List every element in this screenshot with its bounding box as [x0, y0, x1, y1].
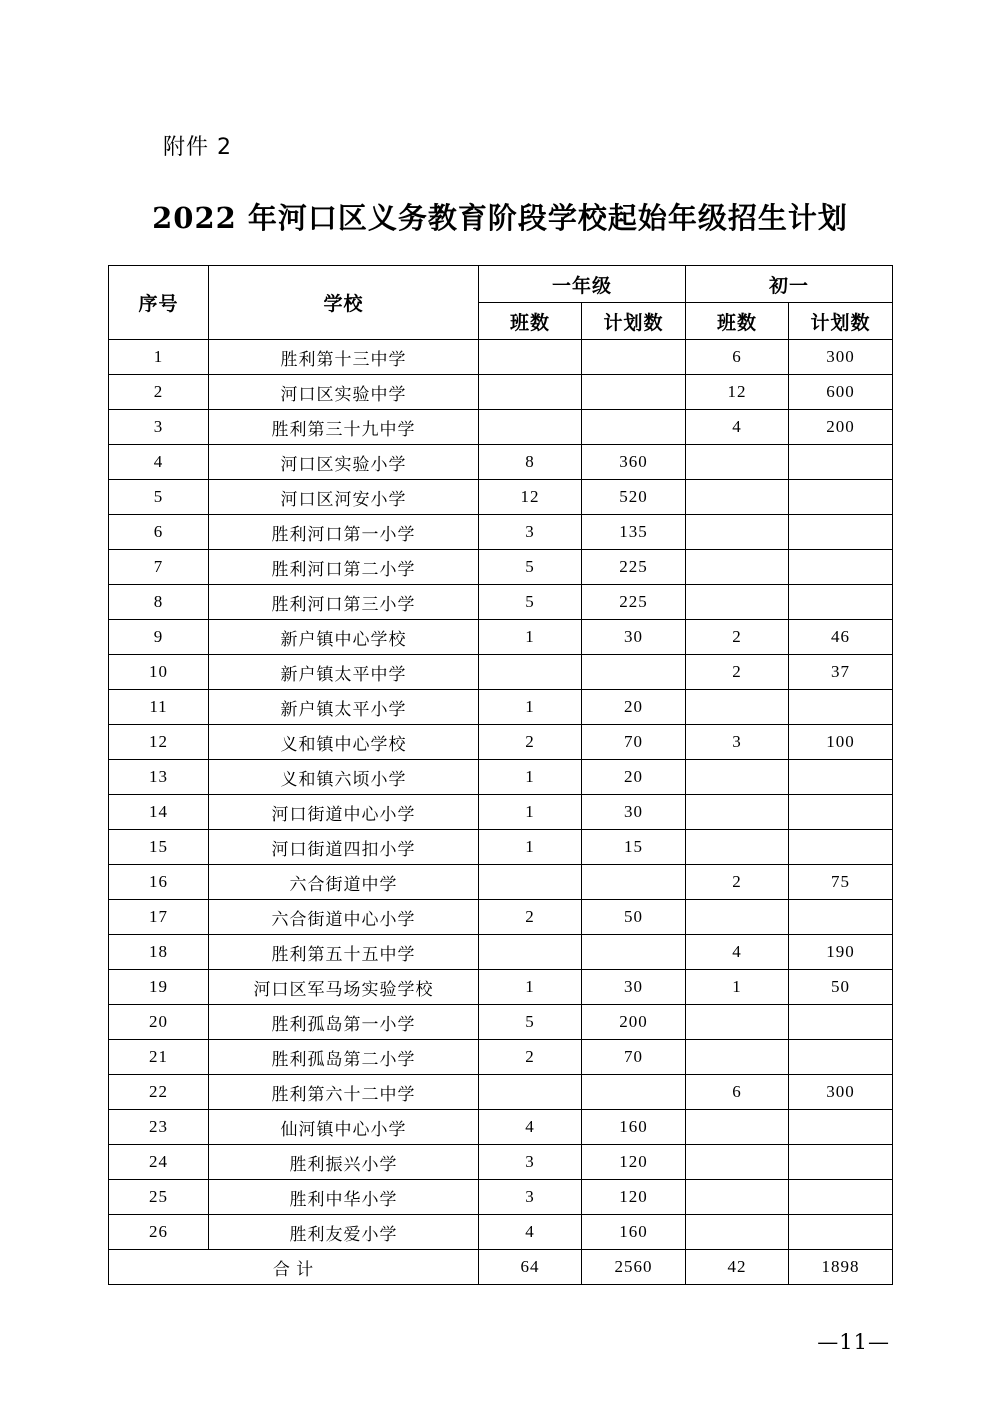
table-total-row [109, 1250, 893, 1285]
cell-grade1-classes: 4 [479, 1110, 582, 1145]
cell-school: 河口区军马场实验学校 [209, 970, 479, 1005]
cell-grade1-plan: 30 [582, 795, 686, 830]
cell-junior1-classes: 2 [686, 655, 789, 690]
cell-index: 23 [109, 1110, 209, 1145]
cell-junior1-classes [686, 1180, 789, 1215]
cell-index: 21 [109, 1040, 209, 1075]
cell-school: 胜利振兴小学 [209, 1145, 479, 1180]
table-row [109, 1040, 893, 1075]
cell-grade1-plan [582, 410, 686, 445]
table-row [109, 1145, 893, 1180]
cell-grade1-plan [582, 935, 686, 970]
enrollment-plan-table [108, 265, 893, 1285]
cell-junior1-classes [686, 900, 789, 935]
cell-grade1-plan: 20 [582, 760, 686, 795]
table-row [109, 550, 893, 585]
cell-junior1-plan [789, 515, 893, 550]
cell-junior1-plan [789, 1005, 893, 1040]
table-row [109, 760, 893, 795]
cell-junior1-plan [789, 795, 893, 830]
cell-school: 胜利第五十五中学 [209, 935, 479, 970]
cell-index: 6 [109, 515, 209, 550]
cell-grade1-plan: 360 [582, 445, 686, 480]
cell-grade1-plan: 200 [582, 1005, 686, 1040]
cell-grade1-classes: 12 [479, 480, 582, 515]
cell-junior1-plan: 300 [789, 1075, 893, 1110]
cell-junior1-classes [686, 760, 789, 795]
cell-junior1-classes: 6 [686, 340, 789, 375]
page-title: 2022 年河口区义务教育阶段学校起始年级招生计划 [152, 201, 848, 235]
table-row [109, 480, 893, 515]
table-row [109, 375, 893, 410]
cell-junior1-classes: 2 [686, 865, 789, 900]
cell-grade1-classes: 4 [479, 1215, 582, 1250]
table-row [109, 970, 893, 1005]
cell-grade1-classes: 2 [479, 1040, 582, 1075]
cell-grade1-classes [479, 1075, 582, 1110]
cell-school: 河口区实验中学 [209, 375, 479, 410]
cell-junior1-plan: 37 [789, 655, 893, 690]
cell-grade1-plan: 160 [582, 1215, 686, 1250]
page-number: —11— [817, 1330, 890, 1354]
cell-grade1-plan: 120 [582, 1145, 686, 1180]
table-row [109, 725, 893, 760]
table-row [109, 1110, 893, 1145]
cell-school: 胜利孤岛第一小学 [209, 1005, 479, 1040]
cell-school: 河口区河安小学 [209, 480, 479, 515]
cell-junior1-plan [789, 1040, 893, 1075]
cell-junior1-classes: 4 [686, 935, 789, 970]
table-row [109, 445, 893, 480]
cell-school: 胜利友爱小学 [209, 1215, 479, 1250]
header-junior1-classes: 班数 [686, 303, 789, 340]
cell-index: 16 [109, 865, 209, 900]
cell-grade1-classes: 2 [479, 900, 582, 935]
cell-grade1-classes: 5 [479, 585, 582, 620]
cell-school: 新户镇太平中学 [209, 655, 479, 690]
cell-grade1-plan: 135 [582, 515, 686, 550]
cell-grade1-classes: 1 [479, 760, 582, 795]
cell-index: 18 [109, 935, 209, 970]
total-junior1-plan: 1898 [789, 1250, 893, 1285]
attachment-label: 附件 2 [163, 135, 232, 160]
cell-junior1-plan [789, 1180, 893, 1215]
cell-junior1-classes: 3 [686, 725, 789, 760]
cell-index: 3 [109, 410, 209, 445]
table-row [109, 585, 893, 620]
cell-school: 胜利中华小学 [209, 1180, 479, 1215]
cell-grade1-classes: 8 [479, 445, 582, 480]
cell-grade1-classes: 1 [479, 795, 582, 830]
cell-school: 六合街道中学 [209, 865, 479, 900]
cell-junior1-plan [789, 1215, 893, 1250]
cell-school: 胜利河口第三小学 [209, 585, 479, 620]
cell-index: 2 [109, 375, 209, 410]
cell-school: 河口街道四扣小学 [209, 830, 479, 865]
cell-school: 河口街道中心小学 [209, 795, 479, 830]
cell-grade1-plan: 70 [582, 1040, 686, 1075]
cell-junior1-plan: 600 [789, 375, 893, 410]
cell-junior1-plan: 190 [789, 935, 893, 970]
cell-index: 8 [109, 585, 209, 620]
cell-junior1-classes [686, 585, 789, 620]
cell-index: 14 [109, 795, 209, 830]
cell-junior1-classes [686, 445, 789, 480]
cell-grade1-classes: 1 [479, 970, 582, 1005]
cell-junior1-classes [686, 515, 789, 550]
cell-school: 胜利第三十九中学 [209, 410, 479, 445]
cell-index: 20 [109, 1005, 209, 1040]
table-row [109, 410, 893, 445]
cell-grade1-classes: 3 [479, 1145, 582, 1180]
cell-junior1-classes [686, 1215, 789, 1250]
cell-grade1-plan [582, 375, 686, 410]
cell-junior1-classes: 4 [686, 410, 789, 445]
cell-index: 17 [109, 900, 209, 935]
table-row [109, 1005, 893, 1040]
cell-grade1-plan: 15 [582, 830, 686, 865]
table-row [109, 620, 893, 655]
cell-junior1-plan [789, 550, 893, 585]
table-row [109, 1075, 893, 1110]
table-row [109, 515, 893, 550]
cell-grade1-plan: 30 [582, 620, 686, 655]
cell-grade1-plan: 20 [582, 690, 686, 725]
cell-junior1-classes: 2 [686, 620, 789, 655]
cell-junior1-classes: 12 [686, 375, 789, 410]
cell-junior1-classes [686, 480, 789, 515]
cell-grade1-classes: 5 [479, 1005, 582, 1040]
cell-junior1-classes [686, 690, 789, 725]
cell-index: 24 [109, 1145, 209, 1180]
table-row [109, 340, 893, 375]
table-header [109, 266, 893, 340]
cell-index: 13 [109, 760, 209, 795]
cell-junior1-plan: 300 [789, 340, 893, 375]
cell-school: 河口区实验小学 [209, 445, 479, 480]
cell-school: 仙河镇中心小学 [209, 1110, 479, 1145]
cell-school: 胜利孤岛第二小学 [209, 1040, 479, 1075]
table-body [109, 340, 893, 1285]
cell-junior1-plan [789, 480, 893, 515]
cell-junior1-classes [686, 1145, 789, 1180]
cell-index: 15 [109, 830, 209, 865]
table-row [109, 795, 893, 830]
total-junior1-classes: 42 [686, 1250, 789, 1285]
cell-junior1-plan: 50 [789, 970, 893, 1005]
cell-index: 5 [109, 480, 209, 515]
cell-grade1-plan: 160 [582, 1110, 686, 1145]
cell-school: 胜利第六十二中学 [209, 1075, 479, 1110]
cell-school: 胜利第十三中学 [209, 340, 479, 375]
cell-grade1-classes: 1 [479, 830, 582, 865]
table-row [109, 900, 893, 935]
cell-junior1-plan [789, 585, 893, 620]
cell-index: 11 [109, 690, 209, 725]
cell-school: 新户镇中心学校 [209, 620, 479, 655]
cell-junior1-classes [686, 795, 789, 830]
total-grade1-classes: 64 [479, 1250, 582, 1285]
cell-grade1-classes: 3 [479, 1180, 582, 1215]
cell-school: 义和镇六顷小学 [209, 760, 479, 795]
table-row [109, 830, 893, 865]
table-row [109, 935, 893, 970]
cell-junior1-plan: 75 [789, 865, 893, 900]
cell-index: 22 [109, 1075, 209, 1110]
header-group-grade1: 一年级 [479, 266, 686, 303]
cell-junior1-plan [789, 760, 893, 795]
cell-index: 19 [109, 970, 209, 1005]
cell-grade1-plan: 50 [582, 900, 686, 935]
cell-junior1-classes [686, 1110, 789, 1145]
cell-junior1-plan: 200 [789, 410, 893, 445]
cell-grade1-plan: 70 [582, 725, 686, 760]
total-label: 合 计 [109, 1250, 479, 1285]
header-grade1-classes: 班数 [479, 303, 582, 340]
cell-school: 义和镇中心学校 [209, 725, 479, 760]
cell-junior1-plan [789, 445, 893, 480]
cell-grade1-plan: 30 [582, 970, 686, 1005]
cell-index: 4 [109, 445, 209, 480]
cell-grade1-classes [479, 375, 582, 410]
header-index: 序号 [109, 266, 209, 340]
cell-index: 1 [109, 340, 209, 375]
table-row [109, 690, 893, 725]
cell-index: 25 [109, 1180, 209, 1215]
cell-index: 10 [109, 655, 209, 690]
cell-junior1-plan: 100 [789, 725, 893, 760]
cell-index: 12 [109, 725, 209, 760]
cell-grade1-plan: 120 [582, 1180, 686, 1215]
cell-junior1-classes: 6 [686, 1075, 789, 1110]
cell-junior1-plan [789, 1110, 893, 1145]
cell-grade1-plan: 225 [582, 585, 686, 620]
cell-junior1-classes [686, 830, 789, 865]
cell-school: 胜利河口第二小学 [209, 550, 479, 585]
cell-junior1-plan [789, 900, 893, 935]
cell-junior1-plan [789, 1145, 893, 1180]
cell-junior1-plan [789, 690, 893, 725]
cell-grade1-classes [479, 340, 582, 375]
table-header-row-1 [109, 266, 893, 303]
cell-grade1-plan [582, 865, 686, 900]
cell-index: 7 [109, 550, 209, 585]
total-grade1-plan: 2560 [582, 1250, 686, 1285]
header-grade1-plan: 计划数 [582, 303, 686, 340]
cell-grade1-plan [582, 655, 686, 690]
cell-grade1-classes: 3 [479, 515, 582, 550]
cell-grade1-classes: 5 [479, 550, 582, 585]
cell-junior1-plan [789, 830, 893, 865]
table-row [109, 655, 893, 690]
cell-junior1-classes [686, 1005, 789, 1040]
cell-junior1-plan: 46 [789, 620, 893, 655]
cell-school: 六合街道中心小学 [209, 900, 479, 935]
table-row [109, 1215, 893, 1250]
cell-grade1-plan: 520 [582, 480, 686, 515]
cell-junior1-classes [686, 550, 789, 585]
cell-grade1-classes [479, 865, 582, 900]
cell-grade1-classes: 1 [479, 620, 582, 655]
table-row [109, 1180, 893, 1215]
cell-grade1-classes [479, 410, 582, 445]
cell-grade1-classes [479, 935, 582, 970]
cell-junior1-classes [686, 1040, 789, 1075]
header-group-junior1: 初一 [686, 266, 893, 303]
cell-school: 新户镇太平小学 [209, 690, 479, 725]
cell-grade1-classes: 1 [479, 690, 582, 725]
table-row [109, 865, 893, 900]
cell-school: 胜利河口第一小学 [209, 515, 479, 550]
cell-grade1-classes: 2 [479, 725, 582, 760]
cell-index: 26 [109, 1215, 209, 1250]
header-junior1-plan: 计划数 [789, 303, 893, 340]
cell-grade1-plan: 225 [582, 550, 686, 585]
cell-grade1-plan [582, 340, 686, 375]
cell-grade1-classes [479, 655, 582, 690]
header-school: 学校 [209, 266, 479, 340]
cell-index: 9 [109, 620, 209, 655]
cell-grade1-plan [582, 1075, 686, 1110]
cell-junior1-classes: 1 [686, 970, 789, 1005]
